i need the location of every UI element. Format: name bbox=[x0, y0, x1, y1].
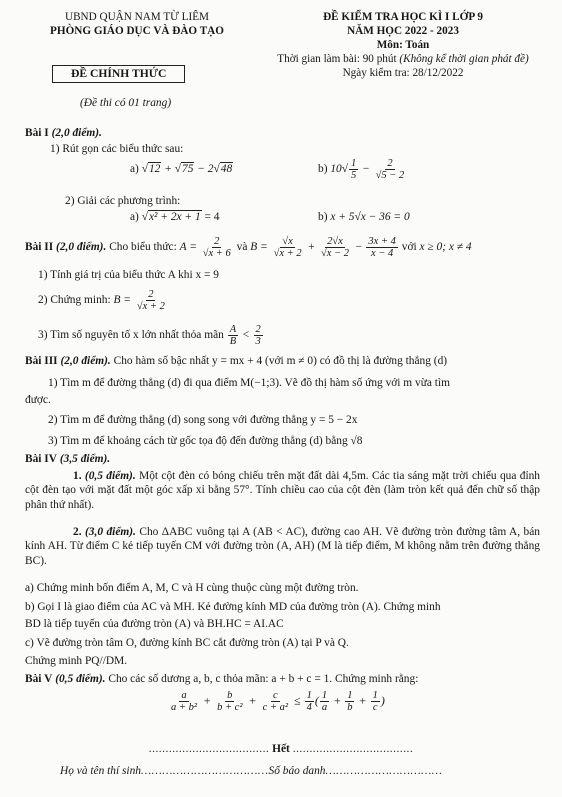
bai1-q1b-label: b) bbox=[318, 163, 328, 176]
bai2-heading bbox=[25, 236, 472, 259]
bai2-q1: 1) Tính giá trị của biểu thức A khi x = 9 bbox=[38, 269, 220, 281]
bai2-and: và bbox=[236, 241, 248, 254]
bai2-expr-a: A = $\frac{2}{√x + 6}$ bbox=[179, 236, 231, 260]
bai1-q2a bbox=[130, 210, 220, 224]
end-label: Hết bbox=[272, 743, 290, 755]
bai4-p1-points: (0,5 điểm). bbox=[84, 470, 136, 482]
exam-date: Ngày kiểm tra: 28/12/2022 bbox=[342, 67, 464, 79]
bai1-q2: 2) Giải các phương trình: bbox=[65, 195, 181, 207]
bai2-condition: x ≥ 0; x ≠ 4 bbox=[419, 241, 472, 254]
official-label: ĐỀ CHÍNH THỨC bbox=[52, 65, 185, 83]
bai2-intro: Cho biểu thức: bbox=[109, 241, 177, 254]
bai4-c1: c) Vẽ đường tròn tâm O, đường kính BC cắt đường tròn (A) tại P và Q. bbox=[25, 637, 349, 649]
pages-note: (Đề thi có 01 trang) bbox=[80, 97, 172, 109]
bai4-points: (3,5 điểm). bbox=[59, 453, 111, 465]
bai2-with: với bbox=[401, 241, 417, 254]
bai1-heading bbox=[25, 126, 102, 140]
school-year: NĂM HỌC 2022 - 2023 bbox=[347, 25, 459, 37]
bai3-points: (2,0 điểm). bbox=[60, 355, 111, 367]
bai4-part2 bbox=[25, 525, 540, 568]
bai4-heading bbox=[25, 452, 110, 466]
bai4-b1: b) Gọi I là giao điểm của AC và MH. Kẻ đường kính MD của đường tròn (A). Chứng minh bbox=[25, 601, 441, 613]
bai5-inequality: $\frac{a}{\text{a + b²}}$ + $\frac{b}{\text{b + c²}}$ + $\frac{c}{\text{c + a²}}$ ≤ $\frac{1}{4}$ ( $\frac{1}{a}$ + $\frac{1}{b}$ + $\frac{1}{c}$ ) bbox=[171, 690, 385, 714]
bai1-q2a-label: a) bbox=[130, 211, 139, 223]
bai3-title: Bài III bbox=[25, 355, 58, 367]
bai1-q2a-expr: √x² + 2x + 1 bbox=[141, 211, 201, 223]
bai1-q2b-label: b) bbox=[318, 211, 328, 223]
bai5-heading bbox=[25, 672, 418, 686]
bai3-intro: Cho hàm số bậc nhất y = mx + 4 (với m ≠ 0) có đồ thị là đường thẳng (d) bbox=[113, 355, 448, 367]
bai1-points: (2,0 điểm). bbox=[51, 127, 102, 139]
header-right bbox=[258, 10, 548, 80]
candidate-name-label: Họ và tên thí sinh bbox=[60, 765, 141, 777]
bai1-q2a-rhs: = 4 bbox=[204, 211, 220, 223]
bai1-title: Bài I bbox=[25, 127, 49, 139]
end-dots-right: .................................... bbox=[292, 743, 414, 755]
duration-note: (Không kể thời gian phát đề) bbox=[399, 53, 529, 65]
bai3-q1: 1) Tìm m để đường thẳng (d) đi qua điểm M(−1;3). Vẽ đồ thị hàm số ứng với m vừa tìm bbox=[48, 377, 450, 389]
subject: Môn: Toán bbox=[376, 39, 430, 51]
bai4-title: Bài IV bbox=[25, 453, 57, 465]
bai2-points: (2,0 điểm). bbox=[56, 241, 107, 254]
header-left bbox=[22, 10, 252, 38]
bai4-p2-label: 2. bbox=[73, 526, 82, 538]
bai5-title: Bài V bbox=[25, 673, 53, 685]
bai4-a: a) Chứng minh bốn điểm A, M, C và H cùng thuộc cùng một đường tròn. bbox=[25, 582, 359, 594]
bai1-q1a-label: a) bbox=[130, 163, 139, 175]
bai2-q2 bbox=[38, 289, 168, 312]
bai2-q3-expr: $\frac{A}{B}$ < $\frac{2}{3}$ bbox=[229, 324, 261, 348]
bai2-title: Bài II bbox=[25, 241, 54, 254]
exam-title: ĐỀ KIỂM TRA HỌC KÌ I LỚP 9 bbox=[323, 11, 483, 23]
bai5-points: (0,5 điểm). bbox=[55, 673, 106, 685]
duration: Thời gian làm bài: 90 phút bbox=[277, 53, 397, 65]
bai1-q1: 1) Rút gọn các biểu thức sau: bbox=[50, 143, 184, 155]
candidate-name-dots: ……………………………… bbox=[141, 765, 269, 777]
bai4-b2: BD là tiếp tuyến của đường tròn (A) và BH.HC = AI.AC bbox=[25, 618, 284, 630]
bai1-q1a-expr: √12 + √75 − 2√48 bbox=[141, 163, 233, 175]
bai2-q2-text: 2) Chứng minh: bbox=[38, 294, 111, 307]
bai2-q3-text: 3) Tìm số nguyên tố x lớn nhất thỏa mãn bbox=[38, 329, 224, 342]
duration-line bbox=[258, 52, 548, 66]
bai1-q2b bbox=[318, 210, 410, 224]
bai3-q3: 3) Tìm m để khoảng cách từ gốc tọa độ đến đường thẳng (d) bằng √8 bbox=[48, 435, 363, 447]
department-name: PHÒNG GIÁO DỤC VÀ ĐÀO TẠO bbox=[50, 25, 224, 37]
bai3-heading bbox=[25, 354, 447, 368]
bai4-p2-points: (3,0 điểm). bbox=[85, 526, 136, 538]
bai4-p2-text: Cho ΔABC vuông tại A (AB < AC), đường cao AH. Vẽ đường tròn đường tâm A, bán kính AH. Từ điểm C kẻ tiếp tuyến CM với đường tròn (A, AH) (M là tiếp điểm, M không nằm trên đường thẳng BC). bbox=[25, 526, 540, 567]
bai4-p1-text: Một cột đèn có bóng chiếu trên mặt đất dài 4,5m. Các tia sáng mặt trời chiếu qua đỉnh cột đèn tạo với mặt đất một góc xấp xỉ bằng 57°. Tính chiều cao của cột đèn (làm tròn kết quả đến chữ số thập phân thứ nhất). bbox=[25, 470, 540, 511]
bai2-q2-expr: B = $\frac{2}{√x + 2}$ bbox=[113, 289, 165, 313]
candidate-line bbox=[60, 764, 442, 778]
end-dots-left: .................................... bbox=[148, 743, 270, 755]
bai1-q2b-expr: x + 5√x − 36 = 0 bbox=[330, 211, 410, 223]
candidate-id-label: Số báo danh bbox=[268, 765, 326, 777]
bai5-intro: Cho các số dương a, b, c thỏa mãn: a + b + c = 1. Chứng minh rằng: bbox=[108, 673, 419, 685]
bai1-q1b bbox=[318, 158, 407, 181]
candidate-id-dots: …………………………… bbox=[325, 765, 443, 777]
bai1-q1b-expr: 10√ $\frac{1}{5}$ − $\frac{2}{√5 - 2}$ bbox=[330, 158, 405, 182]
bai1-q1a bbox=[130, 162, 233, 176]
end-line bbox=[0, 742, 562, 756]
bai3-q2: 2) Tìm m để đường thẳng (d) song song với đường thẳng y = 5 − 2x bbox=[48, 414, 358, 426]
bai3-q1-cont: được. bbox=[25, 394, 51, 406]
bai4-part1 bbox=[25, 469, 540, 512]
district-name: UBND QUẬN NAM TỪ LIÊM bbox=[65, 11, 209, 23]
bai4-p1-label: 1. bbox=[73, 470, 82, 482]
bai2-expr-b: B = $\frac{√x}{√x + 2}$ + $\frac{2√x}{√x - 2}$ − $\frac{3x + 4}{x - 4}$ bbox=[250, 236, 396, 260]
bai4-c2: Chứng minh PQ//DM. bbox=[25, 655, 128, 667]
bai2-q3 bbox=[38, 324, 264, 347]
